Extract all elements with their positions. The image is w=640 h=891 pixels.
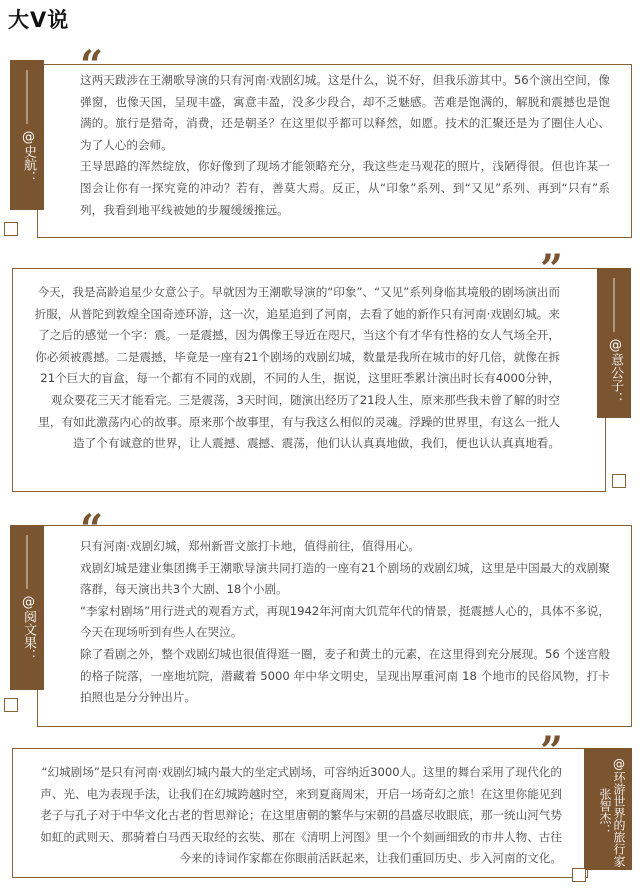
double-quote-icon: ”	[540, 246, 564, 293]
double-quote-icon: “	[80, 42, 104, 89]
corner-ornament	[4, 698, 18, 712]
tag-divider	[614, 278, 615, 332]
author-tag	[597, 268, 631, 418]
author-tag	[10, 525, 44, 690]
author-tag	[584, 748, 632, 870]
page-title: 大V说	[8, 8, 70, 32]
author-name: @史航：	[21, 130, 36, 184]
card-body	[30, 762, 562, 870]
tag-divider	[27, 535, 28, 589]
author-name: @环游世界的旅行家张智杰：	[598, 757, 626, 867]
author-name: @阅文果：	[21, 595, 36, 662]
paragraph: 除了看剧之外，整个戏剧幻城也很值得逛一圈，麦子和黄土的元素，在这里得到充分展现。56 个迷宫般的格子院落，一座地坑院，潜藏着 5000 年中华文明史，呈现出厚重河南 18 个地市的民俗风物，打卡拍照也是分分钟出片。	[80, 646, 610, 705]
double-quote-icon: “	[80, 506, 104, 553]
corner-ornament	[572, 868, 586, 882]
author-name: @意公子：	[608, 338, 623, 405]
paragraph: 王导思路的浑然绽放，你好像到了现场才能领略充分，我这些走马观花的照片，浅陋得很。但也许某一图会让你有一探究竟的冲动？若有，善莫大焉。反正，从“印象”系列、到“又见”系列、再到“只有”系列，我看到地平线被她的步履缓缓推远。	[80, 159, 610, 217]
author-tag	[10, 60, 44, 210]
tag-divider	[27, 70, 28, 124]
paragraph: 这两天跋涉在王潮歌导演的只有河南·戏剧幻城。这是什么，说不好，但我乐游其中。56个演出空间，像弹窗，也像天国，呈现丰盛，寓意丰盈，没多少段合，却不乏魅感。苦难是饱满的，解脱和震撼也是饱满的。旅行是猎奇，消费，还是朝圣？在这里似乎都可以释然，如愿。技术的汇聚还是为了圈住人心、为了人心的会师。	[80, 73, 610, 152]
card-body	[80, 70, 610, 221]
paragraph: 只有河南·戏剧幻城，郑州新晋文旅打卡地，值得前往，值得用心。	[80, 539, 420, 553]
paragraph: 今天，我是高龄追星少女意公子。早就因为王潮歌导演的“印象”、“又见”系列身临其境般的剧场演出而折服，从普陀到敦煌全国奇迹环游，这一次，追星追到了河南，去看了她的新作只有河南·戏剧幻城。来了之后的感觉一个字：震。一是震撼，因为偶像王导近在咫尺，当这个有才华有性格的女人气场全开，你必须被震撼。二是震撼，毕竟是一座有21个剧场的戏剧幻城，数量是我所在城市的好几倍，就像在拆21个巨大的盲盒，每一个都有不同的戏剧，不同的人生，据说，这里旺季累计演出时长有4000分钟，观众要花三天才能看完。三是震荡，3天时间，随演出经历了21段人生，原来那些我未曾了解的时空里，有如此激荡内心的故事。原来那个故事里，有与我这么相似的灵魂。浮躁的世界里，有这么一批人造了个有诚意的世界，让人震撼、震撼、震荡，他们认认真真地做，我们，便也认认真真地看。	[34, 285, 560, 451]
corner-ornament	[612, 474, 626, 488]
card-body	[30, 282, 560, 455]
paragraph: 戏剧幻城是建业集团携手王潮歌导演共同打造的一座有21个剧场的戏剧幻城，这里是中国最大的戏剧聚落群，每天演出共3个大剧、18个小剧。	[80, 560, 610, 597]
corner-ornament	[4, 222, 18, 236]
paragraph: “李家村剧场”用行进式的观看方式，再现1942年河南大饥荒年代的情景，挺震撼人心的，具体不多说，今天在现场听到有些人在哭泣。	[80, 603, 610, 640]
card-body	[80, 536, 610, 709]
paragraph: “幻城剧场”是只有河南·戏剧幻城内最大的坐定式剧场，可容纳近3000人。这里的舞台采用了现代化的声、光、电为表现手法，让我们在幻城跨越时空，来到夏商周宋，开启一场奇幻之旅！在这里你能见到老子与孔子对于中华文化古老的哲思辩论；在这里唐朝的繁华与宋朝的昌盛尽收眼底，那一统山河气势如虹的武则天、那骑着白马西天取经的玄奘、那在《清明上河图》里一个个刻画细致的市井人物、古往今来的诗词作家都在你眼前活跃起来，让我们重回历史、步入河南的文化。	[40, 765, 562, 866]
double-quote-icon: ”	[540, 728, 564, 775]
